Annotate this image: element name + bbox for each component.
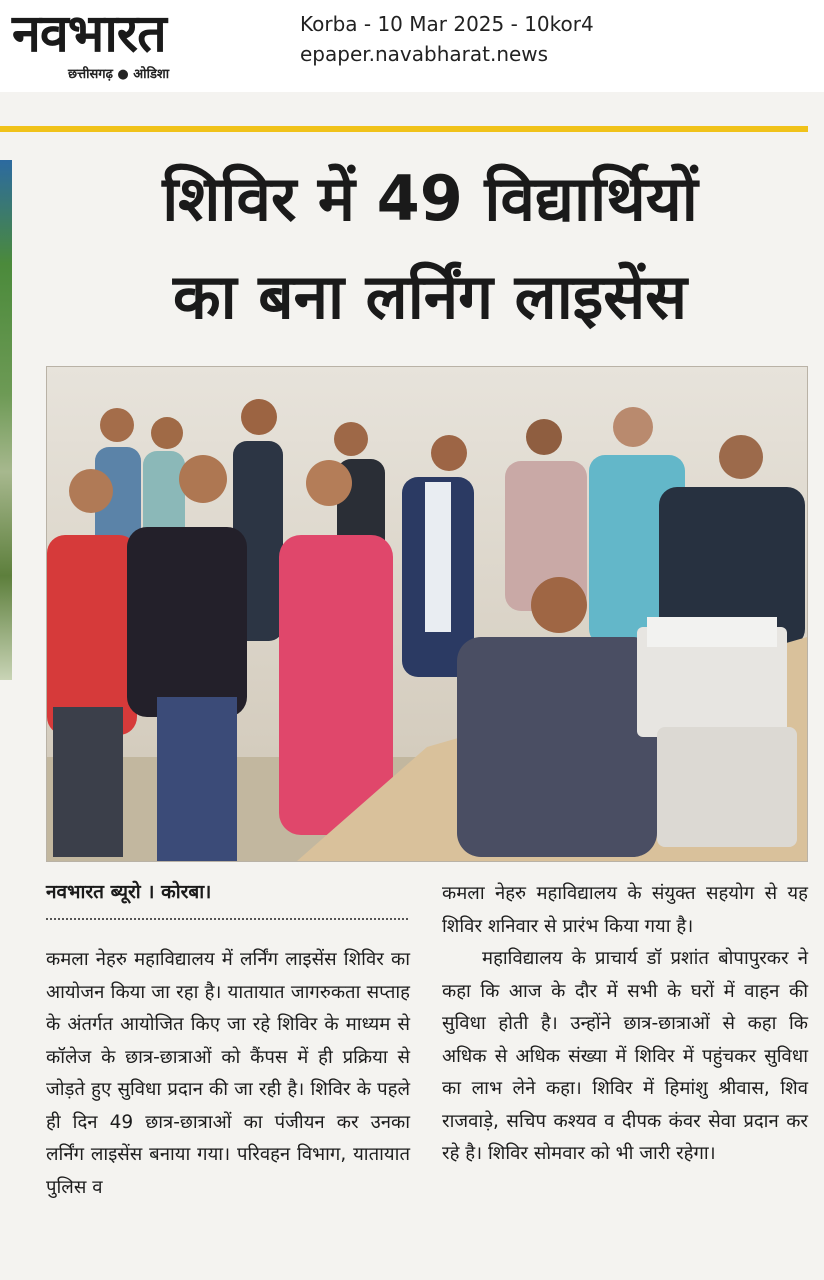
section-divider	[0, 126, 808, 132]
article-column-2	[442, 878, 808, 1171]
article-headline	[60, 150, 800, 346]
edition-label: Korba - 10 Mar 2025 - 10kor4	[300, 12, 594, 36]
masthead	[0, 0, 824, 92]
photo-illustration	[47, 367, 807, 861]
newspaper-logo	[4, 2, 274, 82]
article-paragraph: कमला नेहरु महाविद्यालय के संयुक्त सहयोग से यह शिविर शनिवार से प्रारंभ किया गया है।	[442, 883, 808, 937]
article-photo	[46, 366, 808, 862]
logo-subtitle: छत्तीसगढ़ ● ओडिशा	[68, 67, 170, 82]
article-column-1: कमला नेहरु महाविद्यालय में लर्निंग लाइसेंस शिविर का आयोजन किया जा रहा है। यातायात जागरुकता सप्ताह के अंतर्गत आयोजित किए जा रहे शिविर के माध्यम से कॉलेज के छात्र-छात्राओं को कैंपस में ही प्रक्रिया से जोड़ते हुए सुविधा प्रदान की जा रही है। शिविर के पहले ही दिन 49 छात्र-छात्राओं का पंजीयन कर उनका लर्निंग लाइसेंस बनाया गया। परिवहन विभाग, यातायात पुलिस व	[46, 949, 410, 1198]
article-byline: नवभारत ब्यूरो । कोरबा।	[46, 881, 212, 903]
headline-line-1: शिविर में 49 विद्यार्थियों	[162, 162, 698, 235]
logo-text: नवभारत	[12, 4, 166, 64]
epaper-url: epaper.navabharat.news	[300, 42, 549, 66]
byline-divider	[46, 918, 408, 920]
headline-line-2: का बना लर्निंग लाइसेंस	[172, 260, 688, 333]
article-paragraph: महाविद्यालय के प्राचार्य डॉ प्रशांत बोपापुरकर ने कहा कि आज के दौर में सभी के घरों में वाहन की सुविधा होती है। उन्होंने छात्र-छात्राओं से कहा कि अधिक से अधिक संख्या में शिविर में पहुंचकर सुविधा का लाभ लेने कहा। शिविर में हिमांशु श्रीवास, शिव राजवाड़े, सचिप कश्यव व दीपक कंवर सेवा प्रदान कर रहे है। शिविर सोमवार को भी जारी रहेगा।	[442, 948, 808, 1164]
adjacent-photo-strip	[0, 160, 12, 680]
